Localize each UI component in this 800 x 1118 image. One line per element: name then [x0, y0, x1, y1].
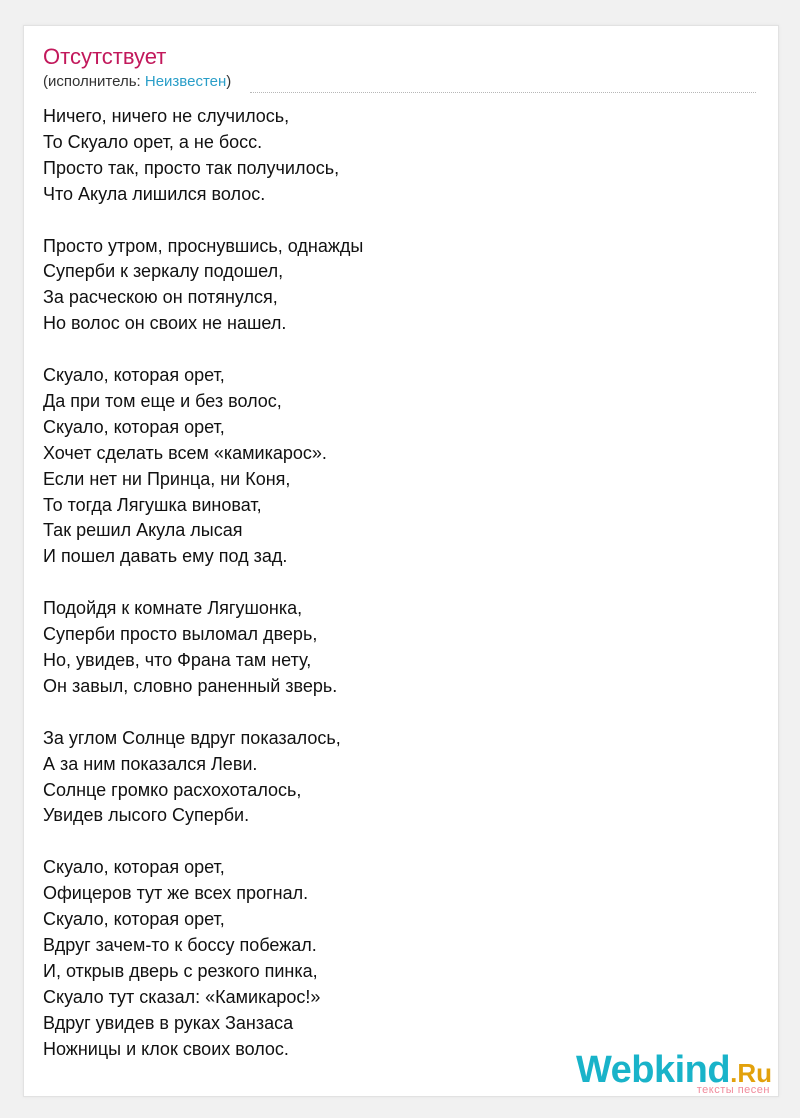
lyrics-line: За углом Солнце вдруг показалось,: [43, 727, 341, 748]
lyrics-stanza: [43, 363, 743, 570]
artist-line: [43, 73, 231, 91]
lyrics-line: Увидев лысого Суперби.: [43, 805, 250, 826]
lyrics-line: И, открыв дверь с резкого пинка,: [43, 960, 318, 981]
lyrics-line: То тогда Лягушка виноват,: [43, 494, 262, 515]
logo-tagline: тексты песен: [696, 1084, 770, 1096]
lyrics-line: Суперби к зеркалу подошел,: [43, 261, 284, 282]
lyrics-line: Что Акула лишился волос.: [43, 183, 266, 204]
logo-tld: .Ru: [730, 1058, 772, 1088]
lyrics-line: Вдруг увидев в руках Занзаса: [43, 1012, 294, 1033]
lyrics-line: Подойдя к комнате Лягушонка,: [43, 598, 303, 619]
lyrics-line: И пошел давать ему под зад.: [43, 546, 288, 567]
lyrics-line: Скуало, которая орет,: [43, 416, 225, 437]
lyrics-line: Скуало, которая орет,: [43, 365, 225, 386]
lyrics-stanza: [43, 596, 743, 700]
lyrics-line: Солнце громко расхохоталось,: [43, 779, 302, 800]
webkind-logo: [575, 1049, 772, 1096]
lyrics-stanza: [43, 726, 743, 830]
lyrics-line: Скуало, которая орет,: [43, 857, 225, 878]
logo-brand: Webkind: [575, 1049, 731, 1091]
lyrics-line: Да при том еще и без волос,: [43, 390, 282, 411]
lyrics-line: Но волос он своих не нашел.: [43, 313, 287, 334]
lyrics-line: Так решил Акула лысая: [43, 520, 243, 541]
lyrics-line: Скуало, которая орет,: [43, 909, 225, 930]
artist-name-link[interactable]: Неизвестен: [144, 73, 227, 90]
lyrics-line: Суперби просто выломал дверь,: [43, 624, 318, 645]
lyrics-stanza: [43, 234, 743, 338]
artist-suffix: ): [226, 73, 232, 90]
lyrics-line: Просто так, просто так получилось,: [43, 157, 340, 178]
lyrics-body: [43, 104, 743, 1062]
lyrics-line: Ничего, ничего не случилось,: [43, 106, 290, 126]
lyrics-line: Офицеров тут же всех прогнал.: [43, 883, 309, 904]
lyrics-stanza: [43, 104, 743, 208]
lyrics-line: Если нет ни Принца, ни Коня,: [43, 468, 291, 489]
lyrics-stanza: [43, 855, 743, 1062]
header-divider: [250, 92, 756, 93]
lyrics-line: Он завыл, словно раненный зверь.: [43, 675, 338, 696]
song-title: Отсутствует: [43, 44, 167, 69]
lyrics-line: Вдруг зачем-то к боссу побежал.: [43, 934, 317, 955]
lyrics-line: Просто утром, проснувшись, однажды: [43, 235, 364, 256]
lyrics-line: Скуало тут сказал: «Камикарос!»: [43, 986, 321, 1007]
artist-prefix: (исполнитель:: [43, 73, 145, 90]
lyrics-line: Хочет сделать всем «камикарос».: [43, 442, 327, 463]
lyrics-line: Но, увидев, что Франа там нету,: [43, 649, 312, 670]
lyrics-line: То Скуало орет, а не босс.: [43, 131, 263, 152]
lyrics-line: А за ним показался Леви.: [43, 753, 258, 774]
lyrics-line: За расческою он потянулся,: [43, 287, 278, 308]
lyrics-line: Ножницы и клок своих волос.: [43, 1038, 289, 1059]
